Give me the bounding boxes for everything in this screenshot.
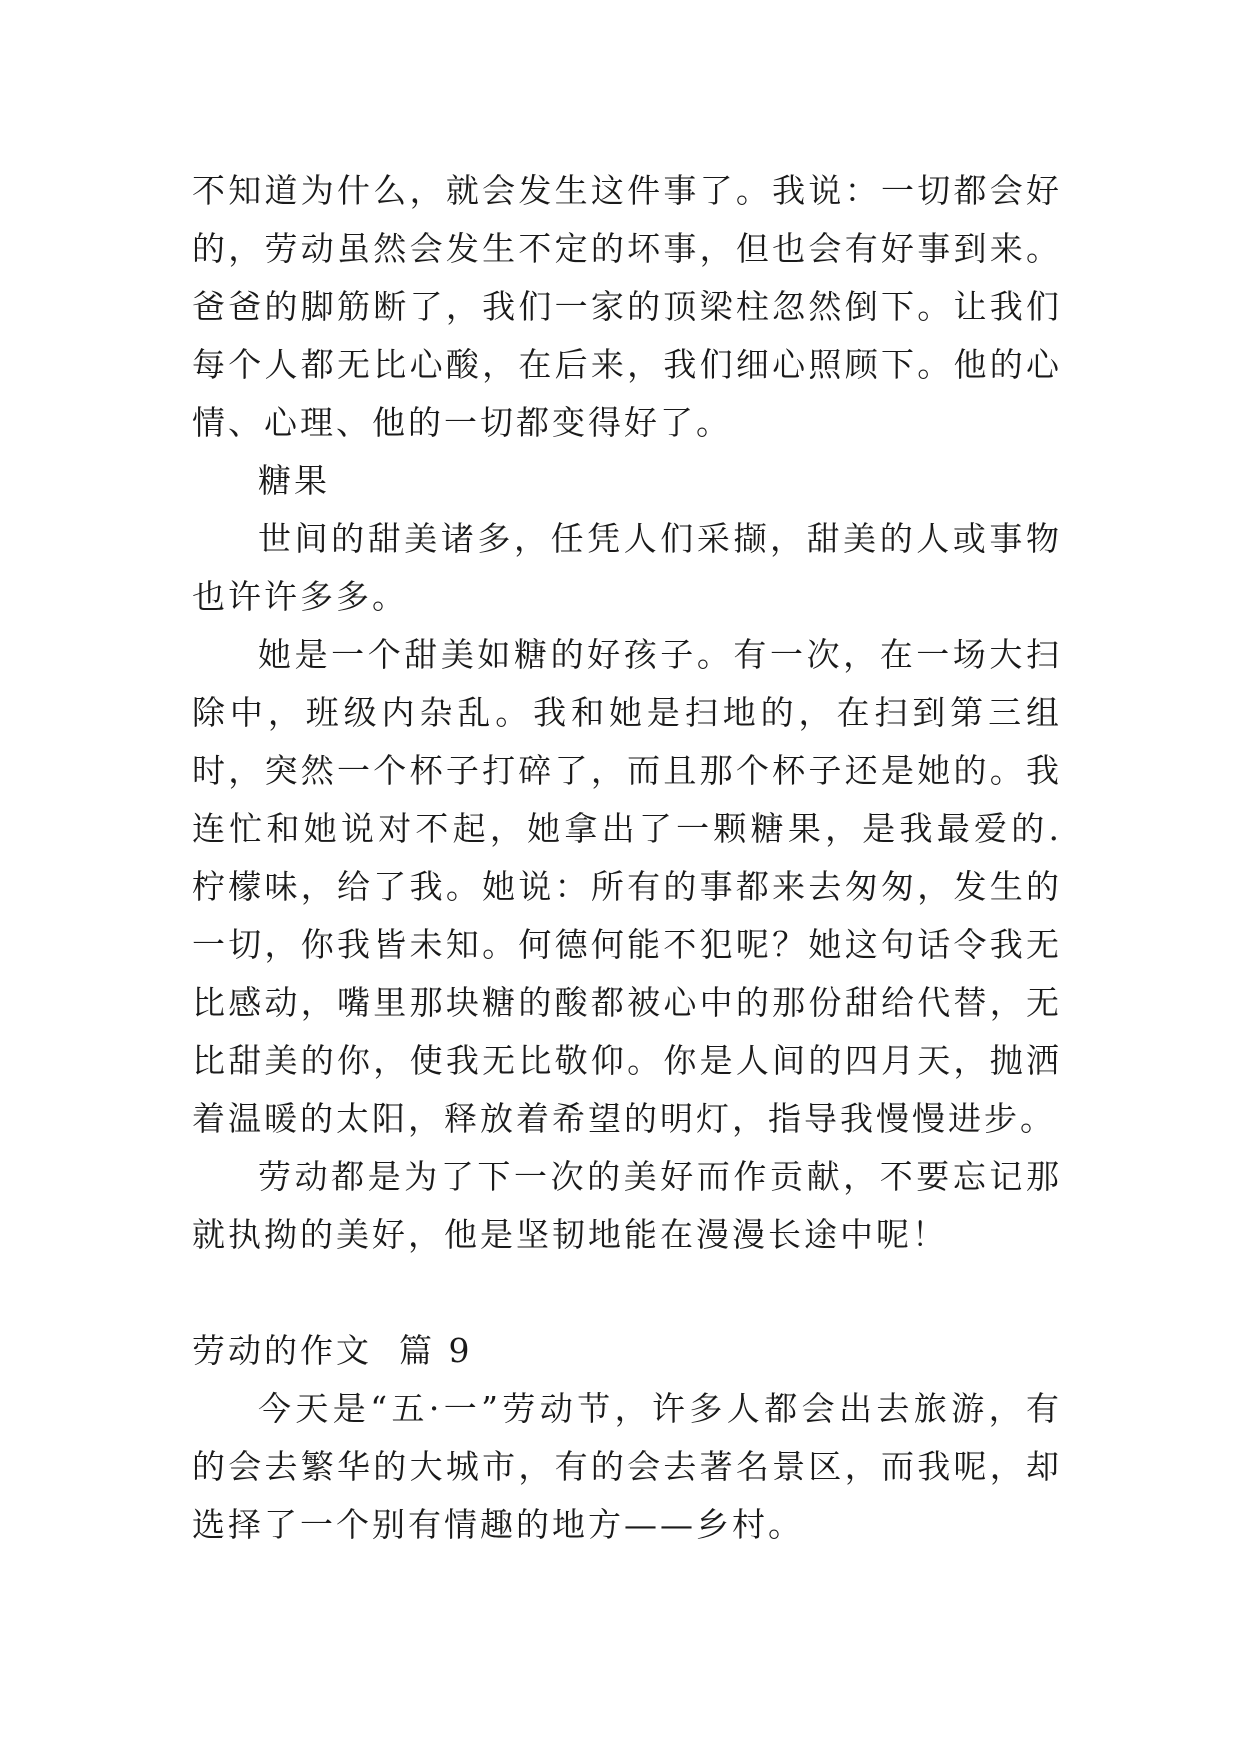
- document-body: [192, 162, 1062, 1554]
- paragraph-story: 她是一个甜美如糖的好孩子。有一次，在一场大扫除中，班级内杂乱。我和她是扫地的，在扫到第三组时，突然一个杯子打碎了，而且那个杯子还是她的。我连忙和她说对不起，她拿出了一颗糖果，是我最爱的.柠檬味，给了我。她说：所有的事都来去匆匆，发生的一切，你我皆未知。何德何能不犯呢？她这句话令我无比感动，嘴里那块糖的酸都被心中的那份甜给代替，无比甜美的你，使我无比敬仰。你是人间的四月天，抛洒着温暖的太阳，释放着希望的明灯，指导我慢慢进步。: [192, 635, 1062, 1138]
- section-title: 劳动的作文 篇 9: [192, 1331, 473, 1370]
- paragraph-conclusion: 劳动都是为了下一次的美好而作贡献，不要忘记那就执拗的美好，他是坚韧地能在漫漫长途中呢！: [192, 1157, 1062, 1254]
- section-spacer: [192, 1264, 1062, 1322]
- paragraph-sweetness: 世间的甜美诸多，任凭人们采撷，甜美的人或事物也许许多多。: [192, 519, 1062, 616]
- paragraph-continuation: 不知道为什么，就会发生这件事了。我说：一切都会好的，劳动虽然会发生不定的坏事，但也会有好事到来。爸爸的脚筋断了，我们一家的顶梁柱忽然倒下。让我们每个人都无比心酸，在后来，我们细心照顾下。他的心情、心理、他的一切都变得好了。: [192, 171, 1062, 442]
- subheading-candy: 糖果: [258, 461, 330, 500]
- paragraph-labor-day: 今天是“五·一”劳动节，许多人都会出去旅游，有的会去繁华的大城市，有的会去著名景区，而我呢，却选择了一个别有情趣的地方——乡村。: [192, 1389, 1062, 1544]
